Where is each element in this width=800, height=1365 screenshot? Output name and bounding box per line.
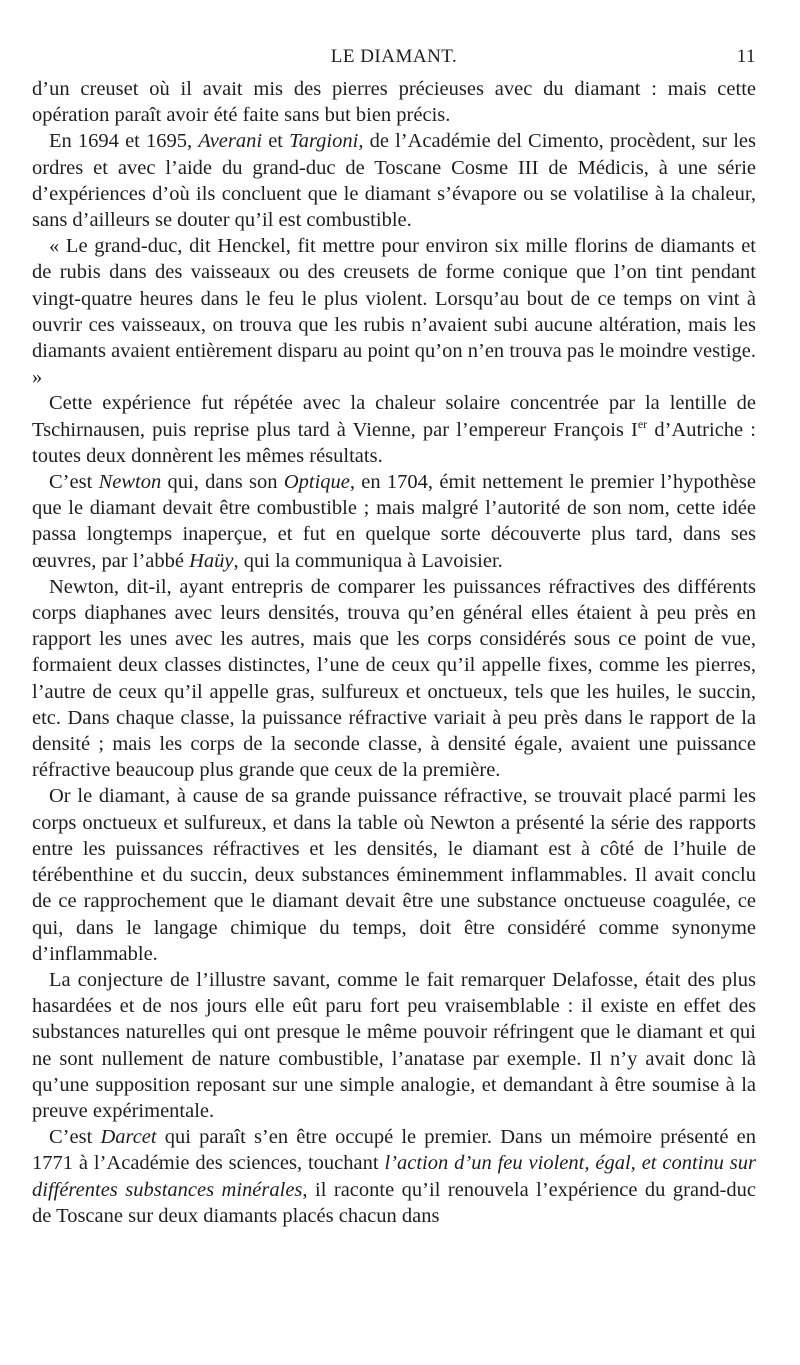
text-run: d’un creuset où il avait mis des pierres précieuses avec du diamant : mais cette opération paraît avoir été faite sans but bien précis. <box>32 78 756 127</box>
page-number: 11 <box>736 46 756 67</box>
paragraph <box>32 469 756 574</box>
text-run: La conjecture de l’illustre savant, comme le fait remarquer Delafosse, était des plus hasardées et de nos jours elle eût paru fort peu vraisemblable : il existe en effet des substances naturelles qui ont presque le même pouvoir réfringent que le diamant et qui ne sont nullement de nature combustible, l’anatase par exemple. Il n’y avait donc là qu’une supposition reposant sur une simple analogie, et demandant à être soumise à la preuve expérimentale. <box>32 968 756 1122</box>
text-run: En 1694 et 1695, <box>49 130 199 153</box>
italic-text: Darcet <box>100 1126 157 1149</box>
italic-text: Averani <box>198 130 263 153</box>
text-run: qui paraît s’en être occupé le premier. Dans un mémoire présenté en 1771 à l’Académie des sciences, touchant <box>32 1126 756 1175</box>
text-run: C’est <box>49 471 99 494</box>
paragraph <box>32 1124 756 1229</box>
paragraph <box>32 128 756 233</box>
text-run: d’Autriche : toutes deux donnèrent les mêmes résultats. <box>32 418 756 467</box>
text-run: , qui la communiqua à Lavoisier. <box>233 549 503 572</box>
italic-text: Newton <box>98 471 162 494</box>
text-run: , il raconte qu’il renouvela l’expérience du grand-duc de Toscane sur deux diamants placés chacun dans <box>32 1178 756 1227</box>
paragraph <box>32 76 756 128</box>
superscript-text: er <box>637 416 648 431</box>
paragraph <box>32 967 756 1124</box>
italic-text: Haüy <box>189 549 234 572</box>
italic-text: l’action d’un feu violent, égal, et continu sur différentes substances minérales <box>32 1152 756 1201</box>
paragraph <box>32 574 756 784</box>
running-title: LE DIAMANT. <box>330 46 458 67</box>
text-run: , en 1704, émit nettement le premier l’hypothèse que le diamant devait être combustible ; mais malgré l’autorité de son nom, cette idée passa longtemps inaperçue, et fut en quelque sorte découverte plus tard, dans ses œuvres, par l’abbé <box>32 471 756 572</box>
text-run: , de l’Académie del Cimento, procèdent, sur les ordres et avec l’aide du grand-duc de Toscane Cosme III de Médicis, à une série d’expériences d’où ils concluent que le diamant s’évapore ou se volatilise à la chaleur, sans d’ailleurs se douter qu’il est combustible. <box>32 130 757 232</box>
body-text <box>32 76 756 1229</box>
text-run: « Le grand-duc, dit Henckel, fit mettre pour environ six mille florins de diamants et de rubis dans des vaisseaux ou des creusets de forme conique que l’on tint pendant vingt-quatre heures dans le feu le plus violent. Lorsqu’au bout de ce temps on vint à ouvrir ces vaisseaux, on trouva que les rubis n’avaient subi aucune altération, mais les diamants avaient entièrement disparu au point qu’on n’en trouva pas le moindre vestige. » <box>32 235 756 389</box>
paragraph <box>32 390 756 469</box>
text-run: C’est <box>49 1126 101 1149</box>
text-run: Cette expérience fut répétée avec la chaleur solaire concentrée par la lentille de Tschirnausen, puis reprise plus tard à Vienne, par l’empereur François I <box>32 392 756 441</box>
text-run: qui, dans son <box>161 471 284 494</box>
text-run: Newton, dit-il, ayant entrepris de comparer les puissances réfractives des différents corps diaphanes avec leurs densités, trouva qu’en général elles étaient à peu près en rapport les unes avec les autres, mais que les corps considérés sous ce point de vue, formaient deux classes distinctes, l’une de ceux qu’il appelle fixes, comme les pierres, l’autre de ceux qu’il appelle gras, sulfureux et onctueux, tels que les huiles, le succin, etc. Dans chaque classe, la puissance réfractive variait à peu près dans le rapport de la densité ; mais les corps de la seconde classe, à densité égale, avaient une puissance réfractive beaucoup plus grande que ceux de la première. <box>32 575 756 782</box>
italic-text: Optique <box>283 471 350 494</box>
paragraph <box>32 783 756 966</box>
italic-text: Targioni <box>289 130 359 153</box>
text-run: et <box>262 130 290 153</box>
text-run: Or le diamant, à cause de sa grande puissance réfractive, se trouvait placé parmi les corps onctueux et sulfureux, et dans la table où Newton a présenté la série des rapports entre les puissances réfractives et les densités, le diamant est à côté de l’huile de térébenthine et du succin, deux substances éminemment inflammables. Il avait conclu de ce rapprochement que le diamant devait être une substance onctueuse coagulée, ce qui, dans le langage chimique du temps, doit être considéré comme synonyme d’inflammable. <box>32 785 756 965</box>
running-head <box>32 44 756 76</box>
paragraph <box>32 233 756 390</box>
